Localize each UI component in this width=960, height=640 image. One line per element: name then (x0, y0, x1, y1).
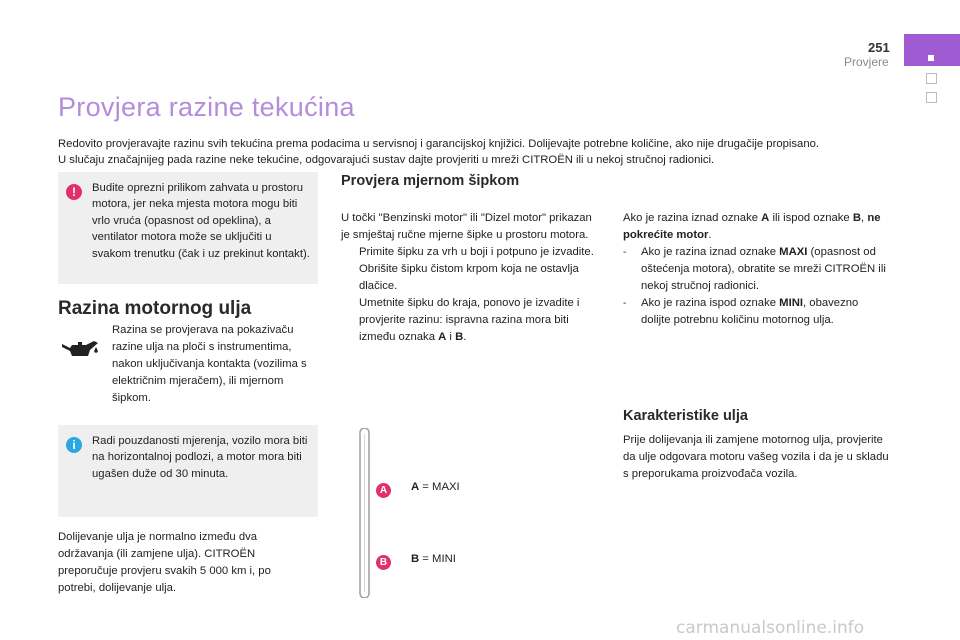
list-item: Primite šipku za vrh u boji i potpuno je izvadite. (359, 246, 594, 258)
info-box (58, 425, 318, 517)
info-icon: i (66, 437, 82, 453)
steps-list (341, 244, 603, 346)
mini-label: B = MINI (411, 553, 456, 565)
tab-dot-icon (928, 55, 934, 61)
intro-line: U slučaju značajnijeg pada razine neke tekućine, odgovarajući sustav dajte provjeriti u mreži CITROËN ili u nekoj stručnoj radionici. (58, 154, 715, 166)
dipstick-intro: U točki "Benzinski motor" ili "Dizel motor" prikazan je smještaj ručne mjerne šipke u prostoru motora. (341, 212, 592, 241)
intro-text (58, 136, 918, 168)
warning-box (58, 172, 318, 284)
page-title: Provjera razine tekućina (58, 92, 355, 122)
warning-text: Budite oprezni prilikom zahvata u prostoru motora, jer neka mjesta motora mogu biti vrlo vruća (opasnost od opeklina), a ventilator motora može se uključiti u svakom trenutku (čak i uz prekinut kontakt). (92, 182, 310, 260)
mark-b-badge: B (376, 555, 391, 570)
level-rule: Ako je razina iznad oznake A ili ispod oznake B, ne pokrećite motor. (623, 212, 881, 241)
list-item: - Ako je razina ispod oznake MINI, obavezno dolijte potrebnu količinu motornog ulja. (623, 297, 859, 326)
warning-icon: ! (66, 184, 82, 200)
list-item: Obrišite šipku čistom krpom koja ne ostavlja dlačice. (359, 263, 579, 292)
chapter-tab-active[interactable] (904, 34, 960, 66)
dipstick-icon (354, 428, 374, 598)
dipstick-heading: Provjera mjernom šipkom (341, 173, 520, 189)
intro-line: Redovito provjeravajte razinu svih tekućina prema podacima u servisnoj i garancijskoj knjižici. Dolijevajte potrebne količine, ako nije drugačije propisano. (58, 138, 820, 150)
refill-text: Dolijevanje ulja je normalno između dva održavanja (ili zamjene ulja). CITROËN preporučuje provjeru svakih 5 000 km i, po potrebi, dolijevanje ulja. (58, 531, 271, 594)
page-number: 251 (868, 40, 890, 55)
level-warning-text (623, 210, 888, 329)
list-item: Umetnite šipku do kraja, ponovo je izvadite i provjerite razinu: ispravna razina mora biti između oznaka A i B. (359, 297, 580, 343)
oil-characteristics-heading: Karakteristike ulja (623, 408, 748, 424)
level-list (623, 244, 888, 329)
chapter-tab[interactable] (926, 73, 937, 84)
oil-characteristics-text: Prije dolijevanja ili zamjene motornog ulja, provjerite da ulje odgovara motoru vašeg vozila i da je u skladu s preporukama proizvođača vozila. (623, 434, 889, 480)
oil-can-icon (60, 338, 100, 360)
oil-level-text: Razina se provjerava na pokazivaču razine ulja na ploči s instrumentima, nakon uključivanja kontakta (vozilima s električnim mjeračem), ili mjernom šipkom. (112, 324, 307, 404)
dipstick-instructions (341, 210, 603, 346)
list-item: - Ako je razina iznad oznake MAXI (opasnost od oštećenja motora), obratite se mreži CITROËN ili nekoj stručnoj radionici. (623, 246, 886, 292)
section-label: Provjere (844, 55, 889, 69)
maxi-label: A = MAXI (411, 481, 460, 493)
oil-level-heading: Razina motornog ulja (58, 298, 252, 319)
mark-a-badge: A (376, 483, 391, 498)
watermark: carmanualsonline.info (676, 618, 865, 638)
info-text: Radi pouzdanosti mjerenja, vozilo mora biti na horizontalnoj podlozi, a motor mora biti ugašen duže od 30 minuta. (92, 435, 308, 480)
chapter-tab[interactable] (926, 92, 937, 103)
